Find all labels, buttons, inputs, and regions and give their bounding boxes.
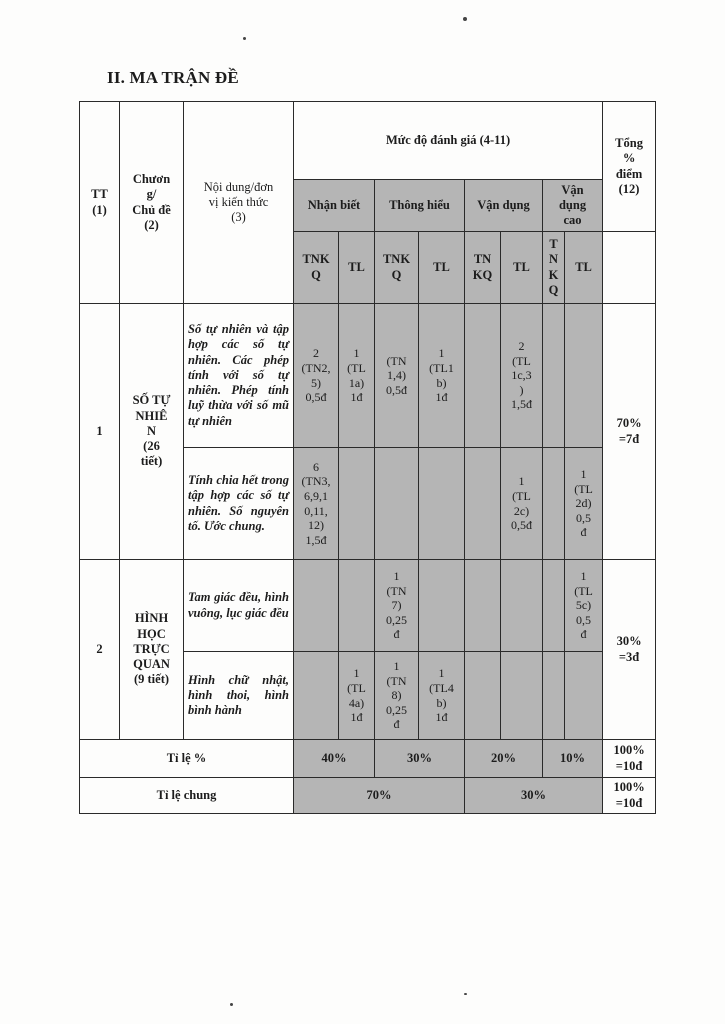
header-tong-empty (603, 232, 656, 304)
cell-2b-4 (465, 652, 501, 740)
cell-1b-7: 1 (TL 2d) 0,5 đ (565, 448, 603, 560)
ti-le-thong-hieu: 30% (375, 740, 465, 778)
header-muc-do (294, 102, 603, 180)
cell-2a-1 (339, 560, 375, 652)
cell-1b-3 (419, 448, 465, 560)
level-van-dung-cao: Vận dụng cao (543, 180, 603, 232)
cell-2b-3: 1 (TL4 b) 1đ (419, 652, 465, 740)
level-thong-hieu: Thông hiểu (375, 180, 465, 232)
sub-tnkq-1: TNK Q (294, 232, 339, 304)
chapter-1-total: 70% =7đ (603, 304, 656, 560)
cell-2a-4 (465, 560, 501, 652)
scan-speck (243, 37, 246, 40)
cell-1a-1: 1 (TL 1a) 1đ (339, 304, 375, 448)
cell-1b-5: 1 (TL 2c) 0,5đ (501, 448, 543, 560)
level-van-dung: Vận dụng (465, 180, 543, 232)
assessment-matrix-table (79, 101, 656, 814)
sub-tl-3: TL (501, 232, 543, 304)
sub-tl-1: TL (339, 232, 375, 304)
cell-1b-0: 6 (TN3, 6,9,1 0,11, 12) 1,5đ (294, 448, 339, 560)
sub-tnkq-4: T N K Q (543, 232, 565, 304)
scan-speck (464, 993, 467, 995)
ti-le-nhan-biet: 40% (294, 740, 375, 778)
ti-le-van-dung: 20% (465, 740, 543, 778)
cell-1b-4 (465, 448, 501, 560)
cell-1a-7 (565, 304, 603, 448)
ti-le-van-dung-cao: 10% (543, 740, 603, 778)
cell-1a-4 (465, 304, 501, 448)
cell-1b-2 (375, 448, 419, 560)
ti-le-chung-70: 70% (294, 778, 465, 814)
header-chuong: Chươn g/ Chủ đề (2) (120, 102, 184, 304)
ti-le-chung-label: Tỉ lệ chung (80, 778, 294, 814)
cell-1a-0: 2 (TN2, 5) 0,5đ (294, 304, 339, 448)
ti-le-label: Tỉ lệ % (80, 740, 294, 778)
header-tong: Tổng % điểm (12) (603, 102, 656, 232)
cell-1b-6 (543, 448, 565, 560)
ti-le-chung-total: 100% =10đ (603, 778, 656, 814)
scan-speck (230, 1003, 233, 1006)
cell-1a-5: 2 (TL 1c,3 ) 1,5đ (501, 304, 543, 448)
content-2b: Hình chữ nhật, hình thoi, hình bình hành (184, 652, 294, 740)
content-1b: Tính chia hết trong tập hợp các số tự nhiên. Số nguyên tố. Ước chung. (184, 448, 294, 560)
sub-tnkq-2: TNK Q (375, 232, 419, 304)
cell-2b-2: 1 (TN 8) 0,25 đ (375, 652, 419, 740)
chapter-1-tt: 1 (80, 304, 120, 560)
sub-tl-2: TL (419, 232, 465, 304)
cell-2a-5 (501, 560, 543, 652)
ti-le-chung-30: 30% (465, 778, 603, 814)
cell-2a-3 (419, 560, 465, 652)
content-2a: Tam giác đều, hình vuông, lục giác đều (184, 560, 294, 652)
sub-tl-4: TL (565, 232, 603, 304)
cell-1b-1 (339, 448, 375, 560)
chapter-2-total: 30% =3đ (603, 560, 656, 740)
chapter-2-tt: 2 (80, 560, 120, 740)
cell-2b-1: 1 (TL 4a) 1đ (339, 652, 375, 740)
cell-2b-0 (294, 652, 339, 740)
content-1a: Số tự nhiên và tập hợp các số tự nhiên. Các phép tính với số tự nhiên. Phép tính luỹ thừa với số mũ tự nhiên (184, 304, 294, 448)
sub-tnkq-3: TN KQ (465, 232, 501, 304)
cell-1a-3: 1 (TL1 b) 1đ (419, 304, 465, 448)
header-tt: TT (1) (80, 102, 120, 304)
cell-2a-6 (543, 560, 565, 652)
header-noi-dung: Nội dung/đơn vị kiến thức (3) (184, 102, 294, 304)
level-nhan-biet: Nhận biết (294, 180, 375, 232)
chapter-2-name: HÌNH HỌC TRỰC QUAN (9 tiết) (120, 560, 184, 740)
section-title: II. MA TRẬN ĐỀ (107, 68, 239, 87)
cell-2a-0 (294, 560, 339, 652)
cell-1a-2: (TN 1,4) 0,5đ (375, 304, 419, 448)
chapter-1-name: SỐ TỰ NHIÊ N (26 tiết) (120, 304, 184, 560)
scan-speck (463, 17, 467, 21)
cell-2a-7: 1 (TL 5c) 0,5 đ (565, 560, 603, 652)
ti-le-total: 100% =10đ (603, 740, 656, 778)
cell-1a-6 (543, 304, 565, 448)
cell-2b-6 (543, 652, 565, 740)
cell-2a-2: 1 (TN 7) 0,25 đ (375, 560, 419, 652)
header-muc-do-label: Mức độ đánh giá (4-11) (385, 132, 511, 147)
cell-2b-7 (565, 652, 603, 740)
cell-2b-5 (501, 652, 543, 740)
